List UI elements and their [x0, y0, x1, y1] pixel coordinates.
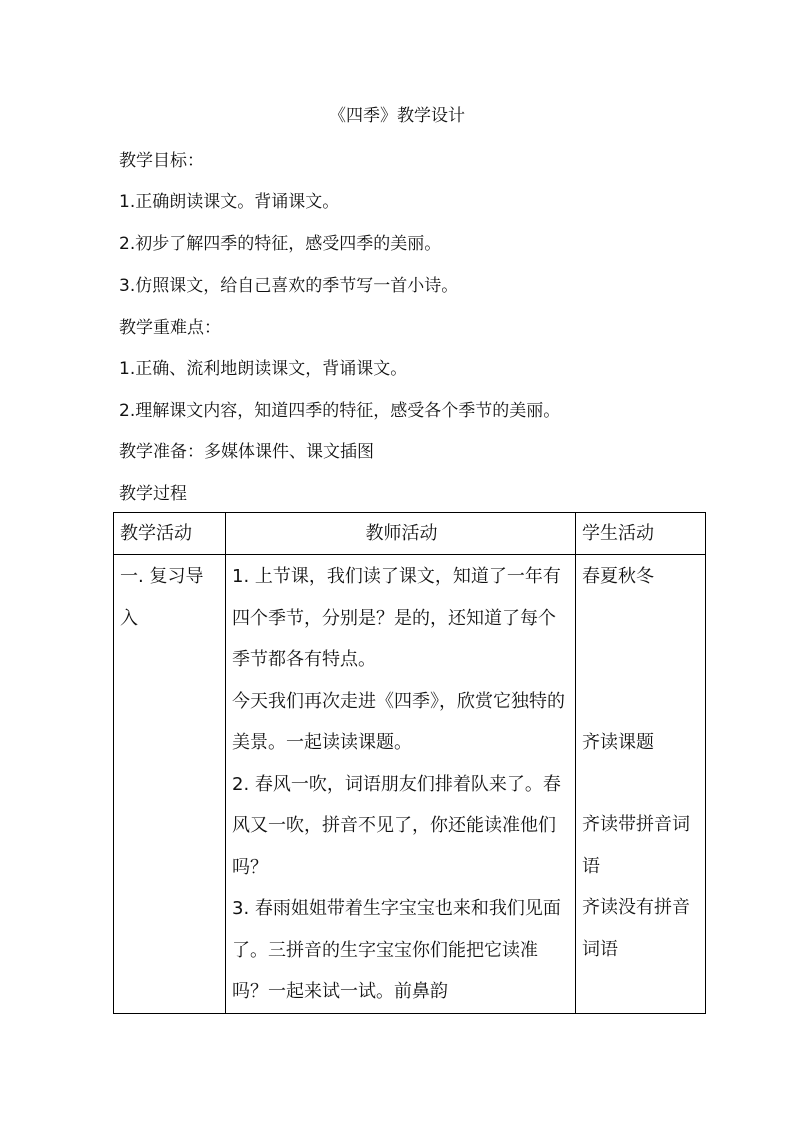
header-student-activity: 学生活动: [576, 513, 706, 555]
table-row: [114, 555, 706, 1014]
student-item: 春夏秋冬: [582, 566, 654, 587]
teacher-activity-cell: [226, 555, 576, 1014]
student-item: 齐读带拼音词语: [582, 814, 690, 877]
objectives-heading: 教学目标：: [119, 151, 204, 171]
activity-cell: 一. 复习导入: [114, 555, 226, 1014]
page-title: 《四季》教学设计: [329, 106, 465, 126]
teacher-paragraph: 1. 上节课，我们读了课文，知道了一年有四个季节，分别是？是的，还知道了每个季节都各有特点。: [232, 566, 561, 670]
teacher-paragraph: 今天我们再次走进《四季》，欣赏它独特的美景。一起读读课题。: [232, 690, 565, 753]
teacher-paragraph: 2. 春风一吹，词语朋友们排着队来了。春风又一吹，拼音不见了，你还能读准他们吗？: [232, 773, 561, 878]
header-teaching-activity: 教学活动: [114, 513, 226, 555]
objective-item: 2.初步了解四季的特征，感受四季的美丽。: [119, 234, 442, 254]
header-teacher-activity: 教师活动: [226, 513, 576, 555]
student-item: 齐读没有拼音词语: [582, 897, 690, 960]
preparation-line: 教学准备：多媒体课件、课文插图: [119, 442, 374, 462]
teaching-process-table: [113, 512, 706, 1014]
table-header-row: [114, 513, 706, 555]
objective-item: 3.仿照课文，给自己喜欢的季节写一首小诗。: [119, 276, 459, 296]
key-point-item: 2.理解课文内容，知道四季的特征，感受各个季节的美丽。: [119, 401, 561, 421]
student-item: 齐读课题: [582, 731, 654, 753]
key-point-item: 1.正确、流利地朗读课文，背诵课文。: [119, 359, 408, 379]
objective-item: 1.正确朗读课文。背诵课文。: [119, 192, 340, 212]
teacher-paragraph: 3. 春雨姐姐带着生字宝宝也来和我们见面了。三拼音的生字宝宝你们能把它读准吗？一起来试一试。前鼻韵: [232, 898, 561, 1002]
process-heading: 教学过程: [119, 484, 187, 504]
key-points-heading: 教学重难点：: [119, 318, 221, 338]
student-activity-cell: [576, 555, 706, 1014]
